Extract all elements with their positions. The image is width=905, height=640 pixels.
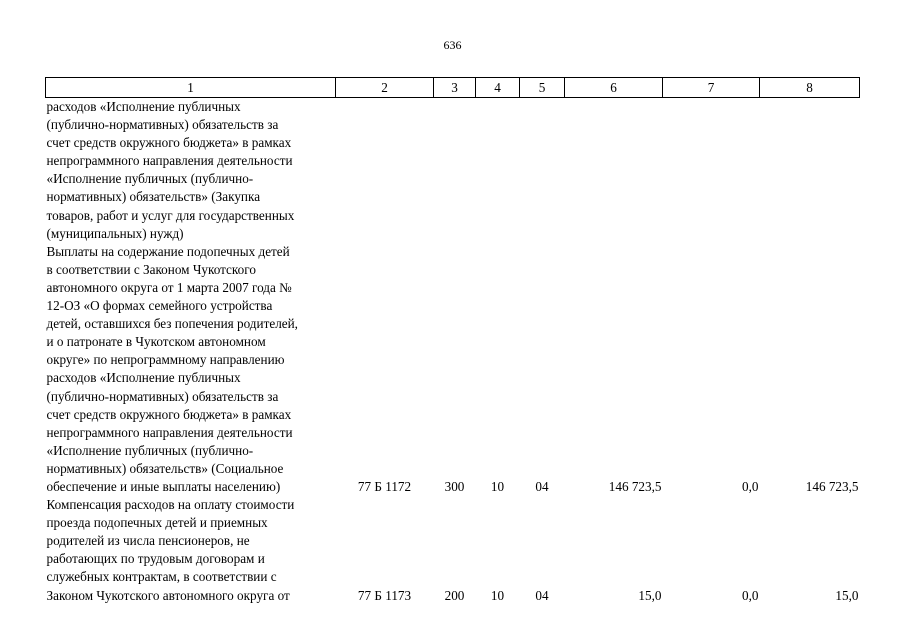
description-line: обеспечение и иные выплаты населению): [46, 478, 281, 494]
row-total: 15,0: [835, 587, 859, 603]
row-description: [46, 243, 336, 496]
header-row: [46, 78, 860, 98]
row-type: [434, 98, 476, 243]
row-description: [46, 496, 336, 605]
row-type: 300: [444, 478, 465, 494]
description-line: Законом Чукотского автономного округа от: [46, 587, 290, 603]
row-amount: 15,0: [638, 587, 662, 603]
description-line: непрограммного направления деятельности: [46, 424, 293, 440]
row-description: [46, 98, 336, 243]
row-subsection: [520, 98, 565, 243]
description-line: товаров, работ и услуг для государственных: [46, 207, 295, 223]
description-line: и о патронате в Чукотском автономном: [46, 334, 266, 350]
row-subsection: 04: [535, 587, 549, 603]
description-line: «Исполнение публичных (публично-: [46, 171, 254, 187]
description-line: счет средств окружного бюджета» в рамках: [46, 406, 292, 422]
description-line: «Исполнение публичных (публично-: [46, 442, 254, 458]
column-header-7: 7: [663, 78, 760, 98]
column-header-2: 2: [336, 78, 434, 98]
description-line: (муниципальных) нужд): [46, 225, 184, 241]
description-line: счет средств окружного бюджета» в рамках: [46, 135, 292, 151]
row-subsection: 04: [535, 478, 549, 494]
description-line: Компенсация расходов на оплату стоимости: [46, 497, 295, 513]
column-header-1: 1: [46, 78, 336, 98]
row-section: [476, 98, 520, 243]
page-number: 636: [443, 38, 462, 52]
description-line: расходов «Исполнение публичных: [46, 99, 241, 114]
row-code: 77 Б 1172: [357, 478, 412, 494]
row-section: 10: [490, 587, 505, 603]
description-line: служебных контрактам, в соответствии с: [46, 569, 277, 585]
description-line: непрограммного направления деятельности: [46, 153, 293, 169]
description-line: работающих по трудовым договорам и: [46, 551, 265, 567]
description-line: проезда подопечных детей и приемных: [46, 515, 268, 531]
description-line: нормативных) обязательств» (Закупка: [46, 189, 261, 205]
description-line: автономного округа от 1 марта 2007 года №: [46, 279, 292, 295]
budget-table: [45, 77, 860, 605]
description-line: детей, оставшихся без попечения родителей,: [46, 316, 298, 332]
description-line: Выплаты на содержание подопечных детей: [46, 243, 290, 259]
description-line: нормативных) обязательств» (Социальное: [46, 460, 284, 476]
row-change: 0,0: [742, 587, 759, 603]
description-line: 12-ОЗ «О формах семейного устройства: [46, 298, 273, 314]
row-code: 77 Б 1173: [357, 587, 412, 603]
row-amount: 146 723,5: [608, 478, 662, 494]
column-header-3: 3: [434, 78, 476, 98]
row-total: [760, 98, 860, 243]
description-line: родителей из числа пенсионеров, не: [46, 533, 250, 549]
description-line: расходов «Исполнение публичных: [46, 370, 241, 386]
table-row: [46, 243, 860, 496]
table-row: [46, 496, 860, 605]
column-header-6: 6: [565, 78, 663, 98]
description-line: (публично-нормативных) обязательств за: [46, 388, 279, 404]
row-amount: [565, 98, 663, 243]
row-type: 200: [444, 587, 465, 603]
row-total: 146 723,5: [805, 478, 859, 494]
column-header-4: 4: [476, 78, 520, 98]
row-section: 10: [490, 478, 505, 494]
description-line: (публично-нормативных) обязательств за: [46, 117, 279, 133]
description-line: округе» по непрограммному направлению: [46, 352, 285, 368]
table-row: [46, 98, 860, 243]
row-change: 0,0: [742, 478, 759, 494]
column-header-8: 8: [760, 78, 860, 98]
row-code: [336, 98, 434, 243]
row-change: [663, 98, 760, 243]
description-line: в соответствии с Законом Чукотского: [46, 261, 256, 277]
column-header-5: 5: [520, 78, 565, 98]
